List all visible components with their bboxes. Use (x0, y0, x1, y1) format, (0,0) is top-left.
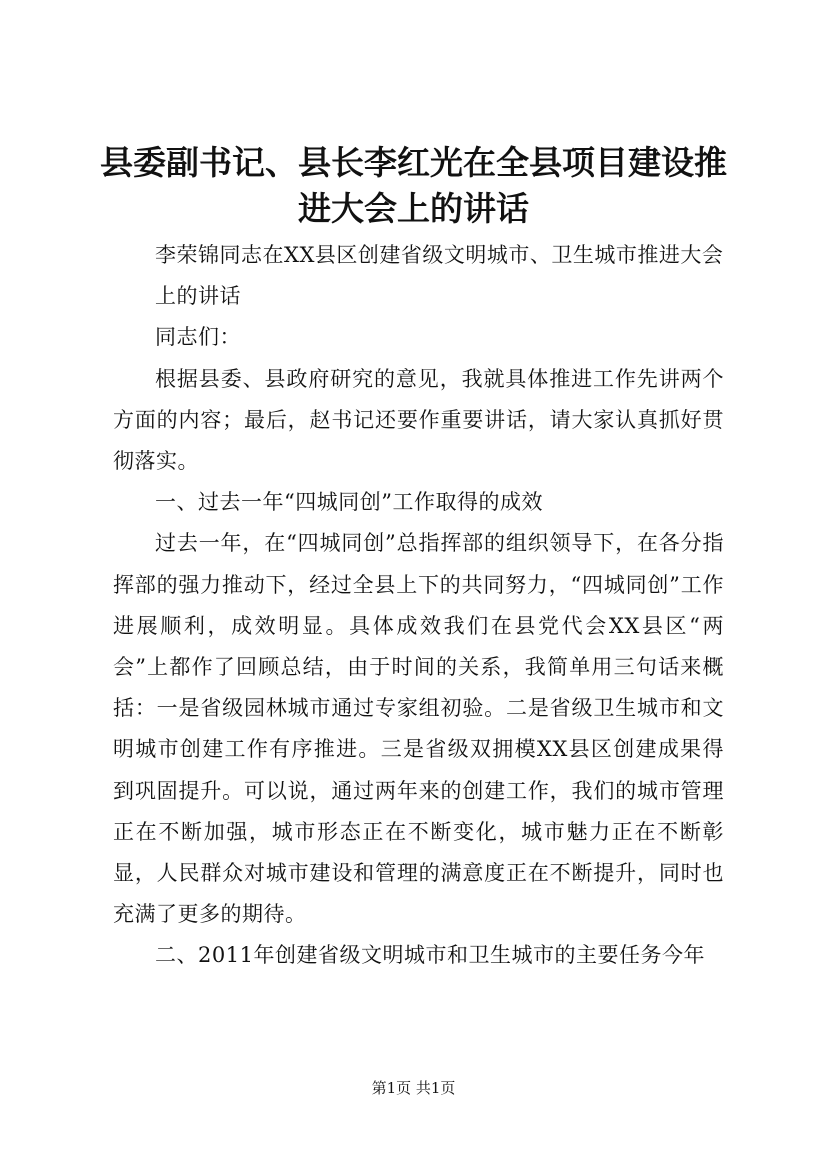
paragraph-2: 上的讲话 (155, 284, 241, 309)
document-body (113, 235, 724, 977)
paragraph-5: 一、过去一年“四城同创”工作取得的成效 (155, 490, 543, 515)
document-title: 县委副书记、县长李红光在全县项目建设推进大会上的讲话 (100, 143, 727, 228)
page-footer: 第1页 共1页 (371, 1079, 456, 1097)
paragraph-4: 根据县委、县政府研究的意见，我就具体推进工作先讲两个方面的内容；最后，赵书记还要作重要讲话，请大家认真抓好贯彻落实。 (113, 366, 724, 474)
paragraph-1: 李荣锦同志在XX县区创建省级文明城市、卫生城市推进大会 (155, 243, 724, 267)
paragraph-3: 同志们： (155, 325, 241, 350)
paragraph-6: 过去一年，在“四城同创”总指挥部的组织领导下，在各分指挥部的强力推动下，经过全县上下的共同努力，“四城同创”工作进展顺利，成效明显。具体成效我们在县党代会XX县区“两会”上都作了回顾总结，由于时间的关系，我简单用三句话来概括：一是省级园林城市通过专家组初验。二是省级卫生城市和文明城市创建工作有序推进。三是省级双拥模XX县区创建成果得到巩固提升。可以说，通过两年来的创建工作，我们的城市管理正在不断加强，城市形态正在不断变化，城市魅力正在不断彰显，人民群众对城市建设和管理的满意度正在不断提升，同时也充满了更多的期待。 (113, 531, 724, 927)
paragraph-7: 二、2011年创建省级文明城市和卫生城市的主要任务今年 (155, 943, 705, 968)
